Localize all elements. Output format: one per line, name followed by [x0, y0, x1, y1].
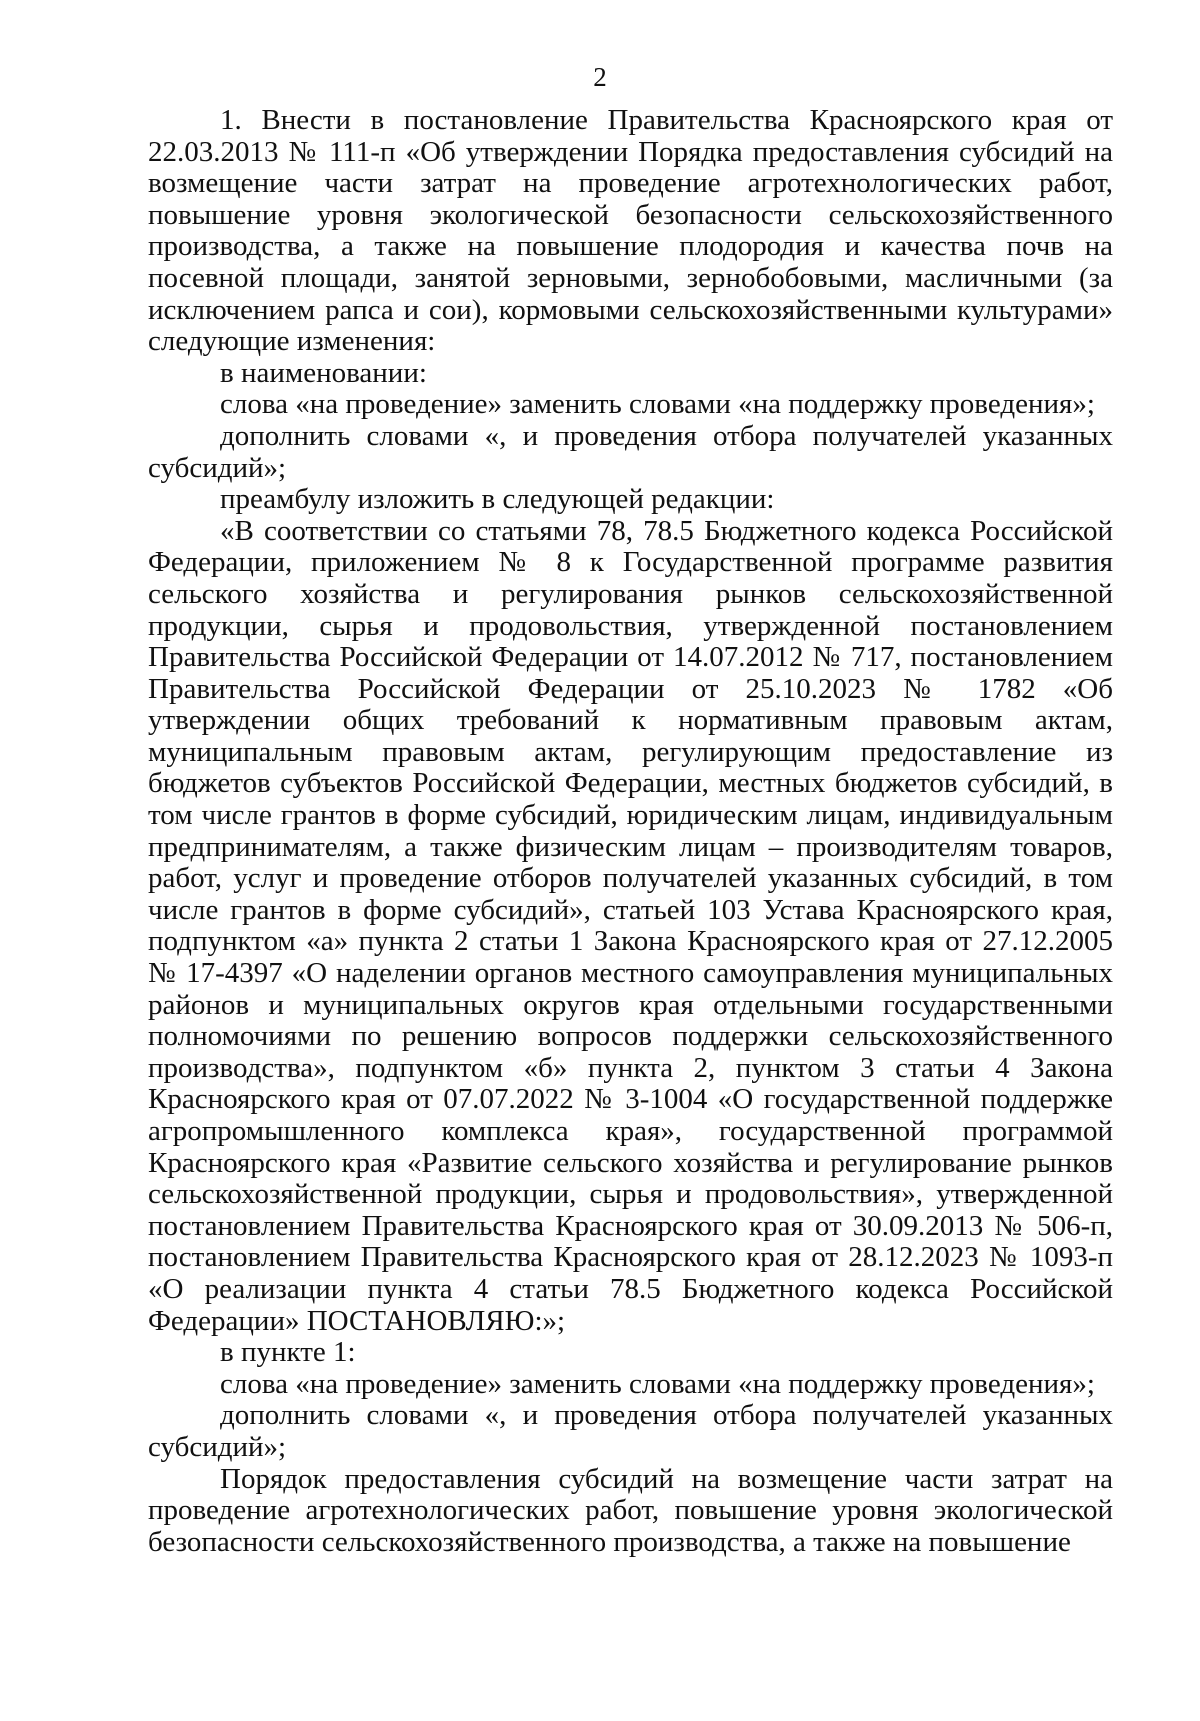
paragraph-point-1-heading: в пункте 1:: [220, 1336, 356, 1369]
paragraph-order-text: Порядок предоставления субсидий на возмещение части затрат на проведение агротехнологических работ, повышение уровня экологической безопасности сельскохозяйственного производства, а также на повышение: [148, 1462, 1113, 1558]
document-body: [148, 105, 1113, 1558]
paragraph-title-add-words: дополнить словами «, и проведения отбора получателей указанных субсидий»;: [148, 419, 1113, 484]
paragraph-title-heading: в наименовании:: [220, 356, 427, 389]
paragraph-point-1-add-words: дополнить словами «, и проведения отбора получателей указанных субсидий»;: [148, 1399, 1113, 1463]
paragraph-title-replace-words: слова «на проведение» заменить словами «на поддержку проведения»;: [220, 388, 1095, 421]
page-number: 2: [593, 62, 607, 92]
paragraph-preamble-heading: преамбулу изложить в следующей редакции:: [220, 483, 775, 516]
paragraph-item-1-intro: 1. Внести в постановление Правительства Красноярского края от 22.03.2013 № 111-п «Об утверждении Порядка предоставления субсидий на возмещение части затрат на проведение агротехнологических работ, повышение уровня экологической безопасности сельскохозяйственного производства, а также на повышение плодородия и качества почв на посевной площади, занятой зерновыми, зернобобовыми, масличными (за исключением рапса и сои), кормовыми сельскохозяйственными культурами» следующие изменения:: [148, 104, 1113, 358]
paragraph-point-1-replace-words: слова «на проведение» заменить словами «на поддержку проведения»;: [220, 1367, 1095, 1400]
paragraph-preamble-text: «В соответствии со статьями 78, 78.5 Бюджетного кодекса Российской Федерации, приложением № 8 к Государственной программе развития сельского хозяйства и регулирования рынков сельскохозяйственной продукции, сырья и продовольствия, утвержденной постановлением Правительства Российской Федерации от 14.07.2012 № 717, постановлением Правительства Российской Федерации от 25.10.2023 № 1782 «Об утверждении общих требований к нормативным правовым актам, муниципальным правовым актам, регулирующим предоставление из бюджетов субъектов Российской Федерации, местных бюджетов субсидий, в том числе грантов в форме субсидий, юридическим лицам, индивидуальным предпринимателям, а также физическим лицам – производителям товаров, работ, услуг и проведение отборов получателей указанных субсидий, в том числе грантов в форме субсидий», статьей 103 Устава Красноярского края, подпунктом «а» пункта 2 статьи 1 Закона Красноярского края от 27.12.2005 № 17-4397 «О наделении органов местного самоуправления муниципальных районов и муниципальных округов края отдельными государственными полномочиями по решению вопросов поддержки сельскохозяйственного производства», подпунктом «б» пункта 2, пунктом 3 статьи 4 Закона Красноярского края от 07.07.2022 № 3-1004 «О государственной поддержке агропромышленного комплекса края», государственной программой Красноярского края «Развитие сельского хозяйства и регулирование рынков сельскохозяйственной продукции, сырья и продовольствия», утвержденной постановлением Правительства Красноярского края от 30.09.2013 № 506-п, постановлением Правительства Красноярского края от 28.12.2023 № 1093-п «О реализации пункта 4 статьи 78.5 Бюджетного кодекса Российской Федерации» ПОСТАНОВЛЯЮ:»;: [148, 514, 1113, 1337]
